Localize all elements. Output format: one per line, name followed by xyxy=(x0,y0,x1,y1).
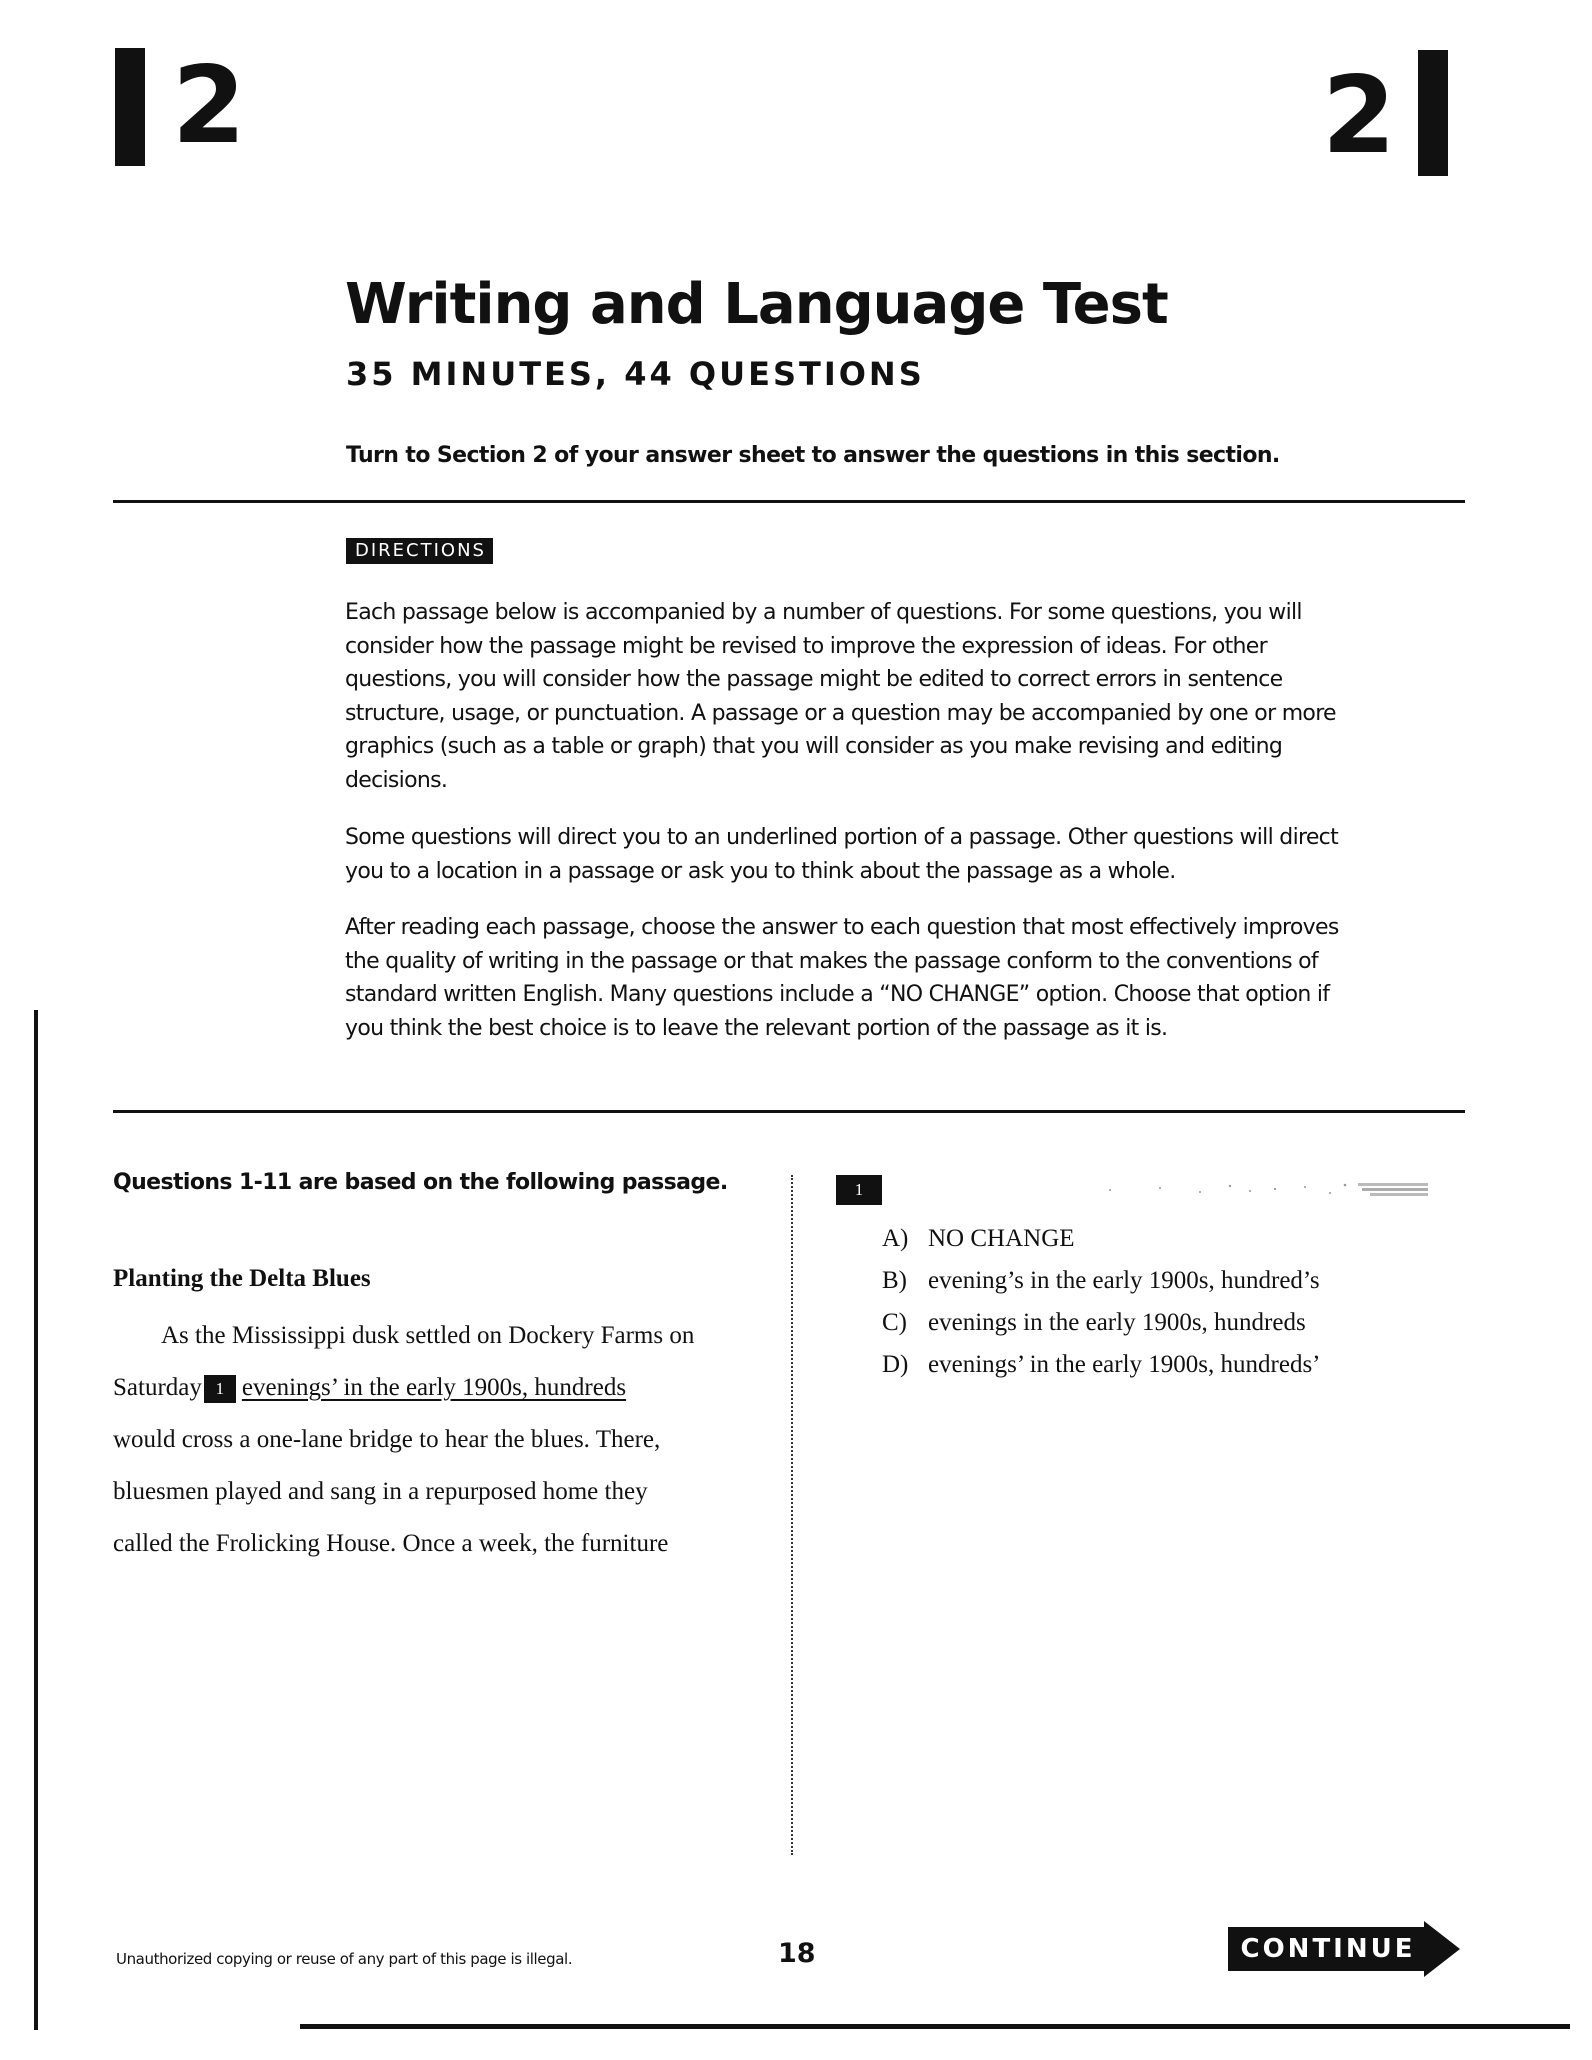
section-number-right: 2 xyxy=(1322,54,1396,177)
passage-intro: Questions 1-11 are based on the following passage. xyxy=(113,1170,728,1195)
choice-text: evenings in the early 1900s, hundreds xyxy=(928,1309,1306,1336)
passage-line-with-marker xyxy=(113,1362,763,1414)
answer-sheet-instruction: Turn to Section 2 of your answer sheet to answer the questions in this section. xyxy=(346,443,1280,468)
scan-edge-left xyxy=(34,1010,38,2030)
answer-choice-b[interactable] xyxy=(882,1260,1321,1302)
passage-line: bluesmen played and sang in a repurposed home they xyxy=(113,1478,648,1505)
question-marker-1[interactable]: 1 xyxy=(204,1375,236,1403)
answer-choice-a[interactable] xyxy=(882,1218,1321,1260)
choice-text: NO CHANGE xyxy=(928,1225,1075,1252)
choice-text: evenings’ in the early 1900s, hundreds’ xyxy=(928,1351,1321,1378)
passage-title: Planting the Delta Blues xyxy=(113,1265,371,1292)
page-title: Writing and Language Test xyxy=(345,272,1168,337)
directions-paragraph-2: Some questions will direct you to an underlined portion of a passage. Other questions will direct you to a location in a passage or ask you to think about the passage as a whole. xyxy=(345,825,1338,884)
passage-line: would cross a one-lane bridge to hear the blues. There, xyxy=(113,1426,661,1453)
answer-choice-d[interactable] xyxy=(882,1344,1321,1386)
answer-choices xyxy=(882,1218,1321,1386)
scan-artifact xyxy=(1100,1178,1430,1202)
section-number-left: 2 xyxy=(172,44,246,167)
scan-edge-bottom xyxy=(300,2024,1570,2029)
continue-label: CONTINUE xyxy=(1240,1934,1416,1964)
passage-text: Saturday xyxy=(113,1374,202,1401)
column-divider xyxy=(791,1175,793,1855)
directions-paragraph-3: After reading each passage, choose the answer to each question that most effectively improves the quality of writing in the passage or that makes the passage conform to the conventions of standard written English. Many questions include a “NO CHANGE” option. Choose that option if you think the best choice is to leave the relevant portion of the passage as it is. xyxy=(345,915,1339,1041)
choice-text: evening’s in the early 1900s, hundred’s xyxy=(928,1267,1320,1294)
choice-letter: C) xyxy=(882,1309,907,1336)
question-number-box: 1 xyxy=(836,1175,882,1205)
choice-letter: D) xyxy=(882,1351,909,1378)
page-number: 18 xyxy=(778,1938,816,1969)
copyright-notice: Unauthorized copying or reuse of any part of this page is illegal. xyxy=(116,1950,573,1968)
directions-paragraph-1: Each passage below is accompanied by a number of questions. For some questions, you will consider how the passage might be revised to improve the expression of ideas. For other questions, you will consider how the passage might be edited to correct errors in sentence structure, usage, or punctuation. A passage or a question may be accompanied by one or more graphics (such as a table or graph) that you will consider as you make revising and editing decisions. xyxy=(345,600,1336,793)
passage-line: called the Frolicking House. Once a week, the furniture xyxy=(113,1530,669,1557)
passage-body xyxy=(113,1310,763,1570)
continue-button[interactable] xyxy=(1228,1921,1460,1977)
choice-letter: B) xyxy=(882,1267,907,1294)
choice-letter: A) xyxy=(882,1225,909,1252)
section-bar-left xyxy=(115,48,145,166)
answer-choice-c[interactable] xyxy=(882,1302,1321,1344)
divider-middle xyxy=(113,1110,1465,1113)
underlined-portion-1[interactable]: evenings’ in the early 1900s, hundreds xyxy=(241,1374,627,1401)
passage-line: As the Mississippi dusk settled on Dockery Farms on xyxy=(161,1322,695,1349)
divider-top xyxy=(113,500,1465,503)
directions-label: DIRECTIONS xyxy=(346,538,493,564)
section-bar-right xyxy=(1418,50,1448,176)
page-subtitle: 35 MINUTES, 44 QUESTIONS xyxy=(346,355,925,393)
